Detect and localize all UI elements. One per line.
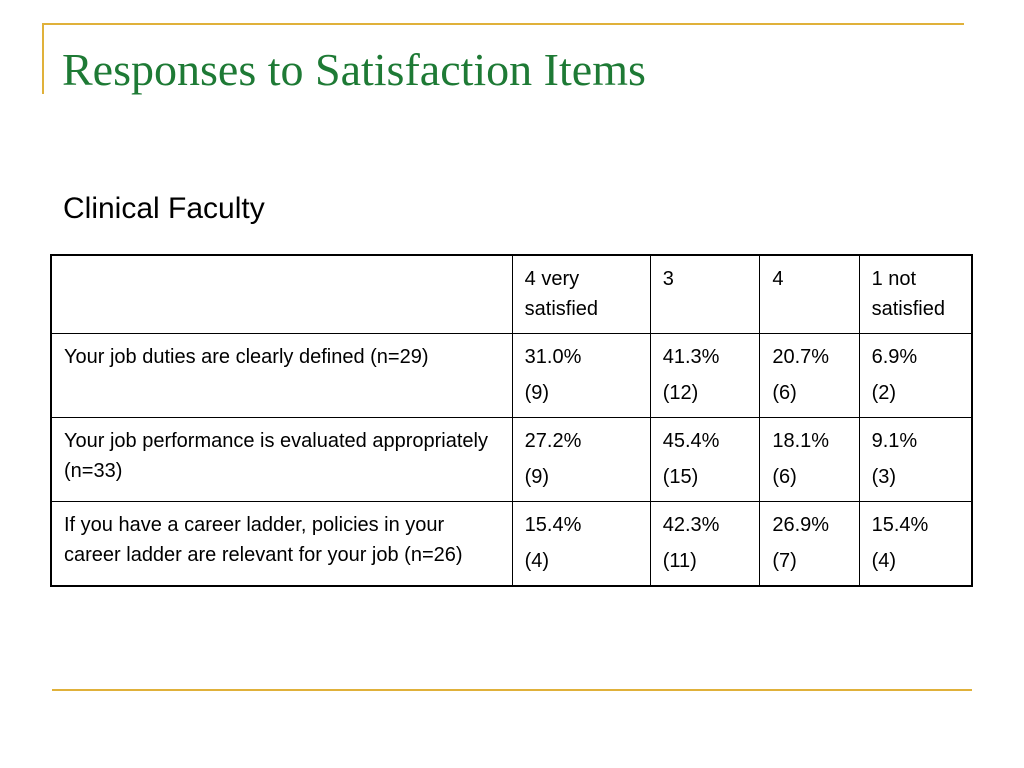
slide-subtitle: Clinical Faculty (63, 192, 265, 225)
header-cell-very-satisfied: 4 very satisfied (512, 255, 650, 334)
slide-title: Responses to Satisfaction Items (62, 44, 646, 95)
value-cell (650, 502, 760, 587)
count-value: (7) (772, 550, 797, 572)
count-value: (12) (662, 382, 699, 404)
percent-value: 45.4% (662, 430, 720, 452)
count-value: (6) (772, 382, 797, 404)
count-value: (9) (524, 382, 550, 404)
value-cell (859, 334, 972, 418)
count-value: (4) (524, 550, 550, 572)
count-value: (11) (662, 550, 697, 572)
top-accent-line (42, 23, 964, 25)
value-cell (760, 502, 859, 587)
count-value: (15) (662, 466, 699, 488)
percent-value: 15.4% (524, 514, 582, 536)
header-cell-item (51, 255, 512, 334)
value-cell (859, 502, 972, 587)
percent-value: 20.7% (772, 346, 830, 368)
value-cell (760, 334, 859, 418)
percent-value: 15.4% (871, 514, 929, 536)
value-cell (650, 418, 760, 502)
table-header-row (51, 255, 972, 334)
value-cell (650, 334, 760, 418)
value-cell (512, 502, 650, 587)
percent-value: 31.0% (524, 346, 582, 368)
count-value: (6) (772, 466, 797, 488)
header-cell-3: 3 (650, 255, 760, 334)
percent-value: 42.3% (662, 514, 720, 536)
header-cell-4: 4 (760, 255, 859, 334)
item-cell: Your job performance is evaluated appropriately (n=33) (51, 418, 512, 502)
percent-value: 41.3% (662, 346, 720, 368)
value-cell (760, 418, 859, 502)
count-value: (9) (524, 466, 550, 488)
count-value: (3) (871, 466, 897, 488)
value-cell (859, 418, 972, 502)
satisfaction-table (50, 254, 973, 587)
count-value: (2) (871, 382, 897, 404)
value-cell (512, 418, 650, 502)
header-cell-not-satisfied: 1 not satisfied (859, 255, 972, 334)
table-row (51, 334, 972, 418)
bottom-accent-line (52, 689, 972, 691)
percent-value: 26.9% (772, 514, 830, 536)
item-cell: If you have a career ladder, policies in your career ladder are relevant for your job (n=26) (51, 502, 512, 587)
percent-value: 27.2% (524, 430, 582, 452)
percent-value: 18.1% (772, 430, 830, 452)
percent-value: 9.1% (871, 430, 918, 452)
item-cell: Your job duties are clearly defined (n=29) (51, 334, 512, 418)
left-accent-line (42, 23, 44, 94)
value-cell (512, 334, 650, 418)
count-value: (4) (871, 550, 897, 572)
percent-value: 6.9% (871, 346, 918, 368)
table-row (51, 418, 972, 502)
table-row (51, 502, 972, 587)
